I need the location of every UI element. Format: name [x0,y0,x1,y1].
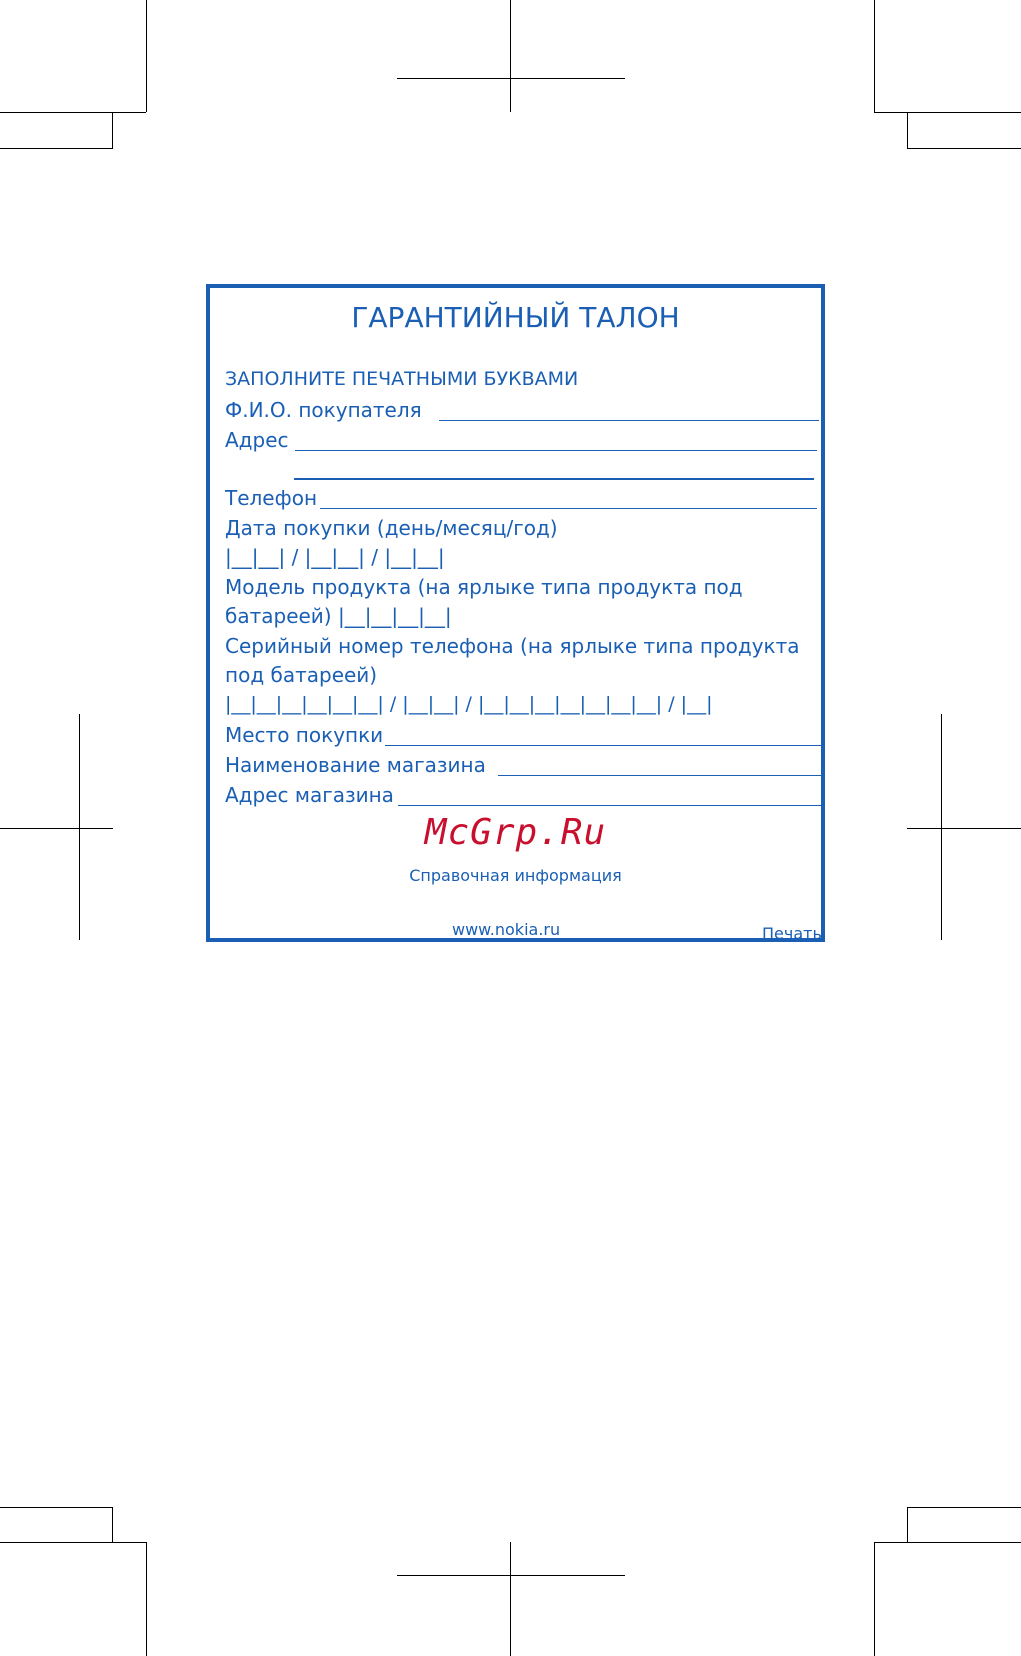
shop-address-label: Адрес магазина [225,783,394,807]
buyer-field-line[interactable] [439,420,819,421]
crop-mark [397,1575,625,1576]
buyer-label: Ф.И.О. покупателя [225,398,422,422]
crop-mark [874,1542,875,1656]
crop-mark [0,148,113,149]
serial-label: Серийный номер телефона (на ярлыке типа продукта [225,634,800,658]
crop-mark [510,0,511,112]
crop-mark [397,78,625,79]
crop-mark [874,1542,1021,1543]
model-label: Модель продукта (на ярлыке типа продукта под [225,575,743,599]
crop-mark [0,828,113,829]
crop-mark [907,1507,908,1542]
crop-mark [112,112,113,148]
address-label: Адрес [225,428,289,452]
crop-mark [146,1542,147,1656]
shop-address-field-line[interactable] [398,805,824,806]
crop-mark [112,1507,113,1542]
crop-mark [874,0,875,112]
phone-label: Телефон [225,486,318,510]
purchase-date-label: Дата покупки (день/месяц/год) [225,516,558,540]
place-label: Место покупки [225,723,384,747]
shop-name-field-line[interactable] [498,775,824,776]
info-text: Справочная информация [409,866,622,885]
crop-mark [0,1507,113,1508]
crop-mark [941,714,942,940]
crop-mark [874,112,1021,113]
address-field-line[interactable] [295,450,817,451]
address-field-line-2[interactable] [294,478,814,480]
website-link[interactable]: www.nokia.ru [452,920,561,939]
crop-mark [146,0,147,112]
crop-mark [79,714,80,940]
crop-mark [907,148,1021,149]
watermark-logo: McGrp.Ru [424,812,607,853]
crop-mark [0,1542,146,1543]
shop-name-label: Наименование магазина [225,753,486,777]
crop-mark [0,112,146,113]
serial-boxes[interactable]: |__|__|__|__|__|__| / |__|__| / |__|__|__|__|__|__|__| / |__| [225,693,713,715]
warranty-card [206,284,825,942]
crop-mark [907,112,908,148]
model-label-boxes[interactable]: батареей) |__|__|__|__| [225,604,452,628]
instruction-text: ЗАПОЛНИТЕ ПЕЧАТНЫМИ БУКВАМИ [225,368,579,390]
crop-mark [907,1507,1021,1508]
serial-label-cont: под батареей) [225,663,378,687]
crop-mark [510,1542,511,1656]
purchase-date-boxes[interactable]: |__|__| / |__|__| / |__|__| [225,545,445,569]
stamp-label: Печать [762,924,822,943]
crop-mark [907,828,1021,829]
card-title: ГАРАНТИЙНЫЙ ТАЛОН [351,301,680,334]
place-field-line[interactable] [385,745,824,746]
phone-field-line[interactable] [320,508,817,509]
